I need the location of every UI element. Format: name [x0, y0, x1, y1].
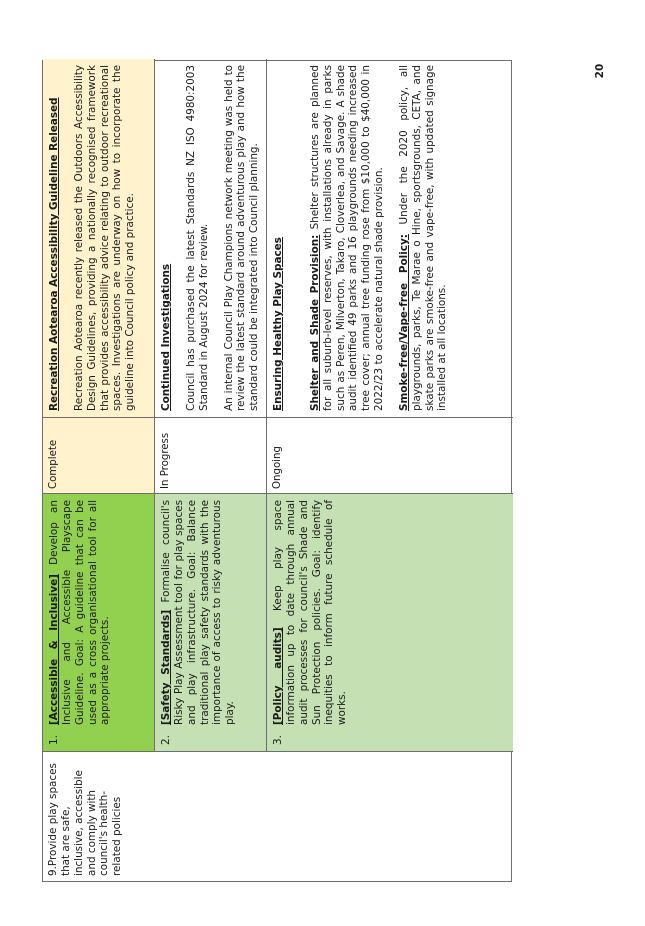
shelter-text: Shelter structures are planned for all suburb-level reserves, with installations already in parks such as Peren, Milverton, Takaro, Cloverlea, and Savage. A shade audit identified 49 parks and 16 playgrounds needing increased tree cover; annual tree funding rose from $10,000 to $40,000 in 2022/23 to accelerate natural shade provision. [308, 65, 386, 411]
action-tag: [Policy audits] [272, 627, 284, 725]
page-number: 20 [594, 63, 606, 79]
smoke-paragraph [398, 65, 449, 411]
status-cell [155, 417, 266, 493]
action-tag: [Accessible & Inclusive] [48, 574, 60, 725]
table-row [267, 59, 513, 751]
status-text: Complete [48, 439, 59, 489]
action-plan-table [42, 60, 512, 882]
action-text [272, 500, 349, 725]
action-description: Formalise council's Risky Play Assessment tool for play spaces and play infrastructure. Goal: Balance traditional play safety standards with the importance of access to risky adventurous play. [160, 500, 237, 725]
progress-cell [267, 59, 513, 417]
status-text: In Progress [160, 432, 171, 489]
status-text: Ongoing [272, 446, 283, 489]
action-text [48, 500, 112, 725]
shelter-label: Shelter and Shade Provision: [308, 234, 321, 411]
goal-cell [43, 751, 513, 881]
action-description: Keep play space information up to date through annual audit processes for council's Shade and Sun Protection policies. Goal: identify inequities to inform future schedule of works. [272, 500, 349, 725]
progress-cell [43, 59, 154, 417]
action-number: 1. [48, 735, 60, 745]
progress-paragraph: Recreation Aotearoa recently released the Outdoors Accessibility Design Guidelines, providing a nationally recognised framework that provides accessibility advice relating to outdoor recreational spaces. Investigations are underway on how to incorporate the guideline into Council policy and practice. [72, 65, 137, 411]
status-cell [267, 417, 513, 493]
progress-heading: Continued Investigations [160, 263, 172, 411]
action-text [160, 500, 237, 725]
progress-heading: Recreation Aotearoa Accessibility Guideline Released [48, 97, 60, 411]
table-row [43, 59, 155, 751]
progress-paragraph: Council has purchased the latest Standards NZ ISO 4980:2003 Standard in August 2024 for review. [184, 65, 210, 411]
action-cell [43, 493, 154, 751]
action-number: 3. [272, 735, 284, 745]
progress-heading: Ensuring Healthy Play Spaces [272, 237, 284, 411]
smoke-text: Under the 2020 policy, all playgrounds, parks, Te Marae o Hine, sportsgrounds, CETA, and skate parks are smoke-free and vape-free, with updated signage installed at all locations. [397, 64, 449, 411]
status-cell [43, 417, 154, 493]
goal-text: 9.Provide play spaces that are safe, inclusive, accessible and comply with council's health-related policies [47, 763, 124, 876]
shelter-paragraph [309, 65, 386, 411]
action-cell [155, 493, 266, 751]
action-cell [267, 493, 513, 751]
table-row [155, 59, 267, 751]
smoke-label: Smoke-free/Vape-free Policy: [397, 234, 410, 411]
action-number: 2. [160, 735, 172, 745]
table-wrapper [42, 60, 512, 882]
progress-cell [155, 59, 266, 417]
progress-paragraph: An internal Council Play Champions network meeting was held to review the latest standard around adventurous play and how the standard could be integrated into Council planning. [222, 65, 261, 411]
action-description: Develop an Inclusive and Accessible Playscape Guideline. Goal: A guideline that can be used as a cross organisational tool for all appropriate projects. [48, 500, 112, 725]
action-tag: [Safety Standards] [160, 609, 172, 725]
